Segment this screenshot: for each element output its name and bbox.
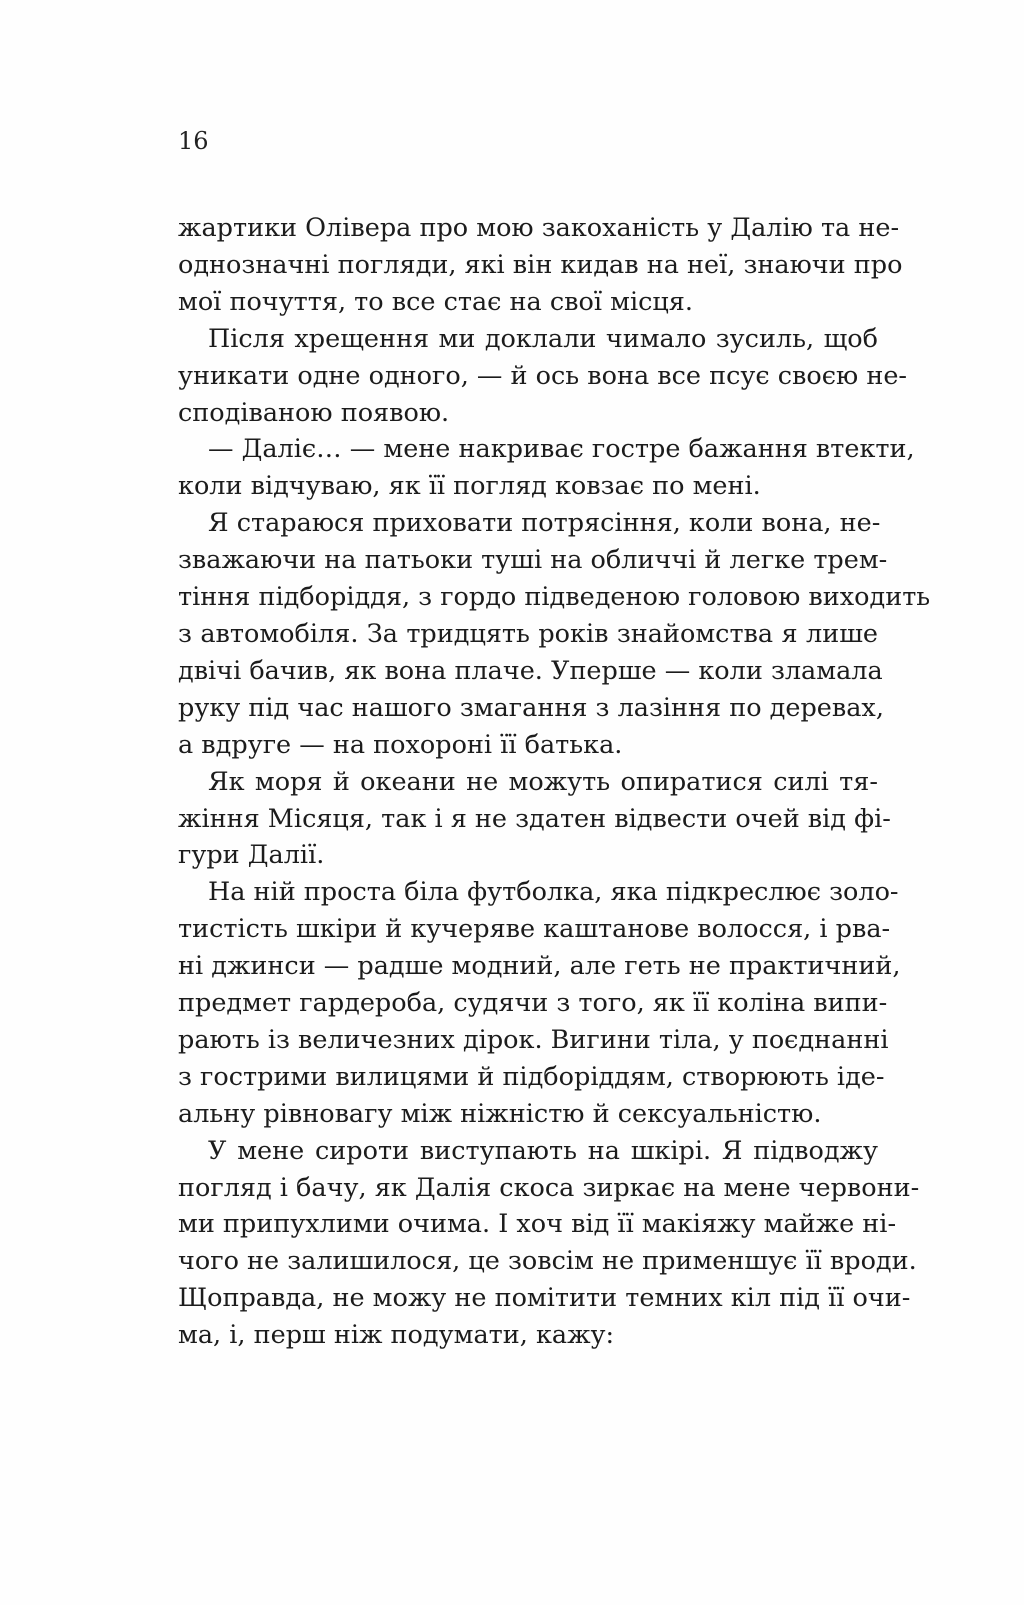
text-line: тіння підборіддя, з гордо підведеною головою виходить — [178, 582, 931, 613]
text-line: альну рівновагу між ніжністю й сексуальністю. — [178, 1098, 822, 1129]
text-line: предмет гардероба, судячи з того, як її коліна випи- — [178, 988, 888, 1019]
text-line: двічі бачив, як вона плаче. Уперше — коли зламала — [178, 655, 883, 686]
text-line: Як моря й океани не можуть опиратися силі тя- — [208, 766, 878, 797]
paragraph — [178, 764, 891, 875]
paragraph — [178, 210, 903, 321]
text-line: погляд і бачу, як Далія скоса зиркає на мене червони- — [178, 1172, 920, 1203]
text-line: руку під час нашого змагання з лазіння по деревах, — [178, 692, 884, 723]
text-line: уникати одне одного, — й ось вона все псує своєю не- — [178, 360, 908, 391]
text-line: коли відчуваю, як її погляд ковзає по мені. — [178, 471, 761, 502]
text-line: На ній проста біла футболка, яка підкреслює золо- — [208, 877, 899, 908]
paragraph — [178, 1133, 920, 1354]
page-number: 16 — [178, 127, 209, 155]
text-line: ми припухлими очима. І хоч від її макіяжу майже ні- — [178, 1209, 897, 1240]
paragraph — [178, 505, 931, 763]
text-line: жартики Олівера про мою закоханість у Далію та не- — [178, 213, 900, 243]
text-line: а вдруге — на похороні її батька. — [178, 729, 623, 760]
body-text — [178, 210, 931, 1354]
text-line: чого не залишилося, це зовсім не применшує її вроди. — [178, 1246, 917, 1277]
text-line: Після хрещення ми доклали чимало зусиль, щоб — [208, 323, 878, 354]
paragraph — [178, 321, 908, 432]
text-line: однозначні погляди, які він кидав на неї, знаючи про — [178, 249, 903, 280]
text-line: ні джинси — радше модний, але геть не практичний, — [178, 951, 901, 982]
text-line: жіння Місяця, так і я не здатен відвести очей від фі- — [178, 803, 891, 834]
text-line: сподіваною появою. — [178, 397, 450, 428]
text-line: Я стараюся приховати потрясіння, коли вона, не- — [208, 508, 881, 539]
text-line: гури Далії. — [178, 840, 325, 871]
text-line: Щоправда, не можу не помітити темних кіл під її очи- — [178, 1283, 911, 1314]
text-line: рають із величезних дірок. Вигини тіла, у поєднанні — [178, 1024, 889, 1055]
text-line: з автомобіля. За тридцять років знайомства я лише — [178, 618, 878, 649]
paragraph — [178, 874, 901, 1132]
text-line: мої почуття, то все стає на свої місця. — [178, 286, 693, 317]
text-line: У мене сироти виступають на шкірі. Я підводжу — [208, 1135, 878, 1166]
text-line: ма, і, перш ніж подумати, кажу: — [178, 1320, 615, 1351]
text-line: — Даліє… — мене накриває гостре бажання втекти, — [208, 434, 915, 465]
text-line: зважаючи на патьоки туші на обличчі й легке трем- — [178, 545, 888, 576]
text-line: тистість шкіри й кучеряве каштанове волосся, і рва- — [178, 914, 891, 945]
paragraph — [178, 431, 915, 505]
text-line: з гострими вилицями й підборіддям, створюють іде- — [178, 1061, 885, 1092]
